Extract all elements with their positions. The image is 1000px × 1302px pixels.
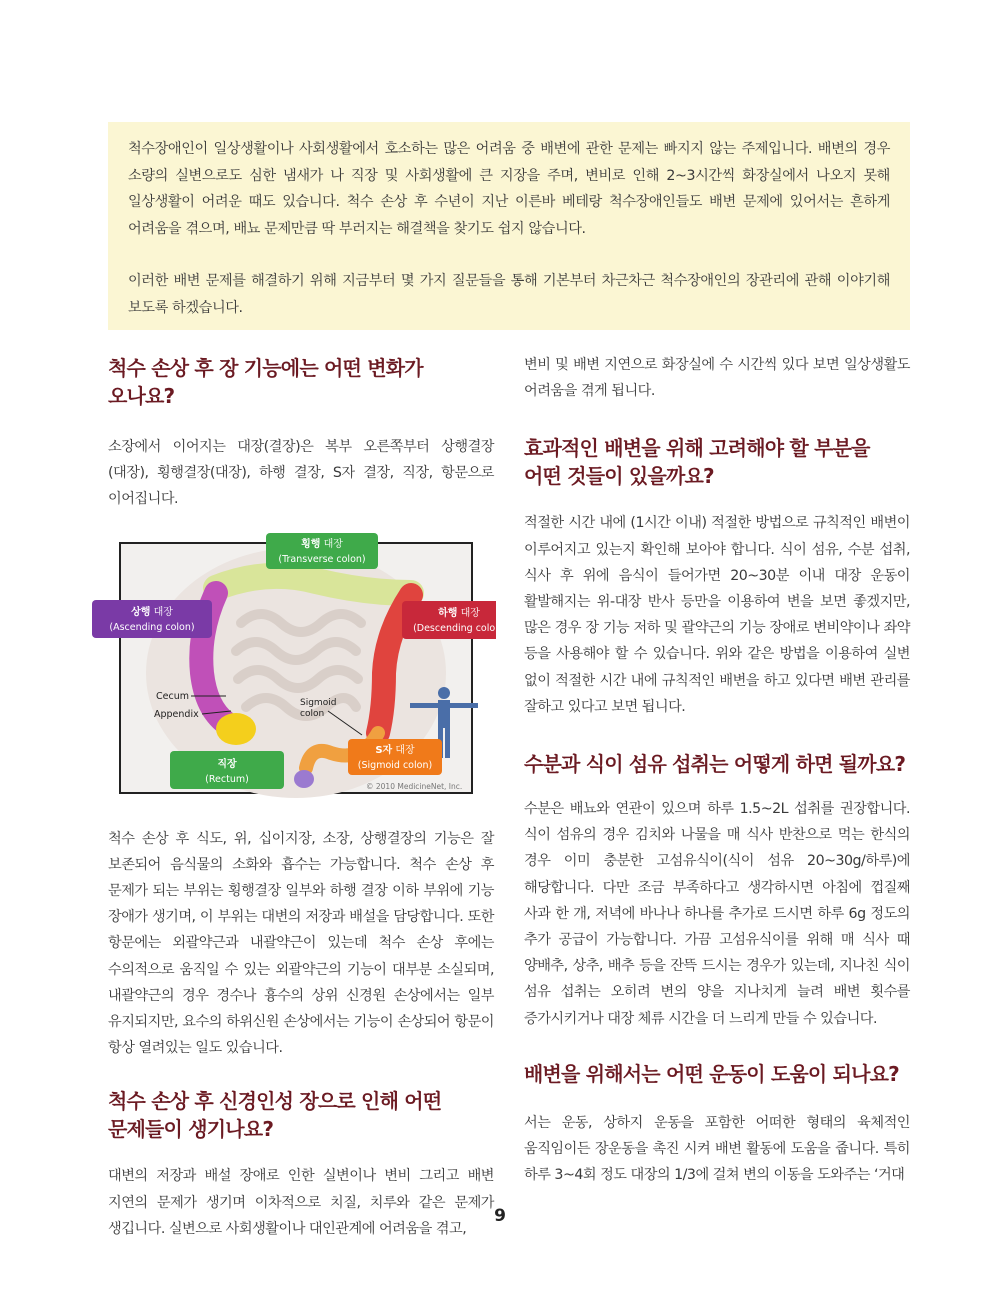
colon-diagram — [66, 533, 496, 808]
paragraph-colon-path: 소장에서 이어지는 대장(결장)은 복부 오른쪽부터 상행결장(대장), 횡행결장(대장), 하행 결장, S자 결장, 직장, 항문으로 이어집니다. — [108, 439, 494, 508]
rectum-label — [170, 751, 284, 789]
svg-text:상행 대장: 상행 대장 — [131, 606, 173, 618]
paragraph-exercise: 서는 운동, 상하지 운동을 포함한 어떠한 형태의 육체적인 움직임이든 장운동을 촉진 시켜 배변 활동에 도움을 줍니다. 특히 하루 3~4회 정도 대장의 1/3에 걸쳐 변의 이동을 도와주는 ‘거대 — [524, 1114, 910, 1184]
paragraph-function-change: 척수 손상 후 식도, 위, 십이지장, 소장, 상행결장의 기능은 잘 보존되어 음식물의 소화와 흡수는 가능합니다. 척수 손상 후 문제가 되는 부위는 횡행결장 일부와 하행 결장 이하 부위에 기능 장애가 생기며, 이 부위는 대변의 저장과 배설을 담당합니다. 또한 항문에는 외괄약근과 내괄약근이 있는데 척수 손상 후에는 수의적으로 움직일 수 있는 외괄약근의 기능이 대부분 소실되며, 내괄약근의 경우 경수나 흉수의 상위 신경원 손상에서는 일부 유지되지만, 요수의 하위신원 손상에서는 기능이 손상되어 항문이 항상 열려있는 일도 있습니다. — [108, 830, 494, 1057]
svg-text:하행 대장: 하행 대장 — [438, 607, 480, 619]
cecum-shape — [216, 713, 256, 745]
heading-effective-defecation: 효과적인 배변을 위해 고려해야 할 부분을 어떤 것들이 있을까요? — [524, 436, 870, 489]
colon-diagram-svg — [66, 533, 496, 808]
svg-text:(Ascending colon): (Ascending colon) — [109, 621, 195, 633]
rectum-shape — [294, 770, 314, 788]
svg-text:횡행 대장: 횡행 대장 — [301, 538, 343, 550]
svg-text:(Transverse colon): (Transverse colon) — [278, 553, 366, 565]
sigmoid-colon-box — [348, 739, 442, 775]
paragraph-constipation-continued: 변비 및 배변 지연으로 화장실에 수 시간씩 있다 보면 일상생활도 어려움을 겪게 됩니다. — [524, 357, 910, 400]
left-column — [108, 350, 494, 1242]
paragraph-water-fiber: 수분은 배뇨와 연관이 있으며 하루 1.5~2L 섭취를 권장합니다. 식이 섬유의 경우 김치와 나물을 매 식사 반찬으로 먹는 한식의 경우 이미 충분한 고섬유식이(식이 섬유 20~30g/하루)에 해당합니다. 다만 조금 부족하다고 생각하시면 아침에 껍질째 사과 한 개, 저녁에 바나나 하나를 추가로 드시면 하루 6g 정도의 추가 공급이 가능합니다. 가끔 고섬유식이를 위해 매 식사 때 양배추, 상추, 배추 등을 잔뜩 드시는 경우가 있는데, 지나친 식이 섬유 섭취는 오히려 변의 양을 지나치게 늘려 배변 횟수를 증가시키거나 대장 체류 시간을 더 느리게 만들 수 있습니다. — [524, 801, 910, 1027]
svg-text:(Descending colon): (Descending colon) — [413, 622, 496, 634]
heading-exercise: 배변을 위해서는 어떤 운동이 도움이 되나요? — [524, 1061, 899, 1086]
svg-text:(Sigmoid colon): (Sigmoid colon) — [357, 759, 433, 771]
intro-paragraph-1: 척수장애인이 일상생활이나 사회생활에서 호소하는 많은 어려움 중 배변에 관한 문제는 빠지지 않는 주제입니다. 배변의 경우 소량의 실변으로도 심한 냄새가 나 직장 및 사회생활에 큰 지장을 주며, 변비로 인해 2~3시간씩 화장실에서 나오지 못해 일상생활이 어려운 때도 있습니다. 척수 손상 후 수년이 지난 이른바 베테랑 척수장애인들도 배변 문제에 있어서는 흔하게 어려움을 겪으며, 배뇨 문제만큼 딱 부러지는 해결책을 찾기도 쉽지 않습니다. — [128, 141, 890, 237]
svg-text:S자 대장: S자 대장 — [375, 744, 415, 756]
descending-colon-label — [402, 601, 496, 639]
sigmoid-colon-label-2: colon — [300, 708, 325, 719]
ascending-colon-label — [92, 600, 212, 638]
paragraph-neurogenic-problems: 대변의 저장과 배설 장애로 인한 실변이나 변비 그리고 배변 지연의 문제가 생기며 이차적으로 치질, 치루와 같은 문제가 생깁니다. 실변으로 사회생활이나 대인관계에 어려움을 겪고, — [108, 1168, 494, 1237]
intro-paragraph-2: 이러한 배변 문제를 해결하기 위해 지금부터 몇 가지 질문들을 통해 기본부터 차근차근 척수장애인의 장관리에 관해 이야기해 보도록 하겠습니다. — [128, 273, 890, 316]
svg-text:직장: 직장 — [217, 758, 237, 770]
heading-colon-function: 척수 손상 후 장 기능에는 어떤 변화가 오나요? — [108, 356, 423, 408]
copyright-text: © 2010 MedicineNet, Inc. — [366, 781, 463, 791]
cecum-label: Cecum — [156, 690, 189, 702]
intro-box — [108, 122, 910, 330]
heading-neurogenic-bowel: 척수 손상 후 신경인성 장으로 인해 어떤 문제들이 생기나요? — [108, 1089, 442, 1142]
appendix-label: Appendix — [154, 708, 199, 720]
paragraph-regular-defecation: 적절한 시간 내에 (1시간 이내) 적절한 방법으로 규칙적인 배변이 이루어지고 있는지 확인해 보아야 합니다. 식이 섬유, 수분 섭취, 식사 후 위에 음식이 들어가면 20~30분 이내 대장 운동이 활발해지는 위-대장 반사 등만을 이용하여 변을 보면 좋겠지만, 많은 경우 장 기능 저하 및 괄약근의 기능 장애로 변비약이나 좌약 등을 사용해야 할 수 있습니다. 위와 같은 방법을 이용하여 실변 없이 적절한 시간 내에 규칙적인 배변을 하고 있다면 배변 관리를 잘하고 있다고 보면 됩니다. — [524, 515, 910, 715]
transverse-colon-label — [266, 533, 378, 569]
sigmoid-colon-label-1: Sigmoid — [300, 697, 337, 708]
svg-text:(Rectum): (Rectum) — [205, 773, 249, 785]
heading-water-fiber: 수분과 식이 섬유 섭취는 어떻게 하면 될까요? — [524, 752, 906, 777]
right-column — [524, 350, 910, 1188]
page-number: 9 — [494, 1206, 506, 1226]
